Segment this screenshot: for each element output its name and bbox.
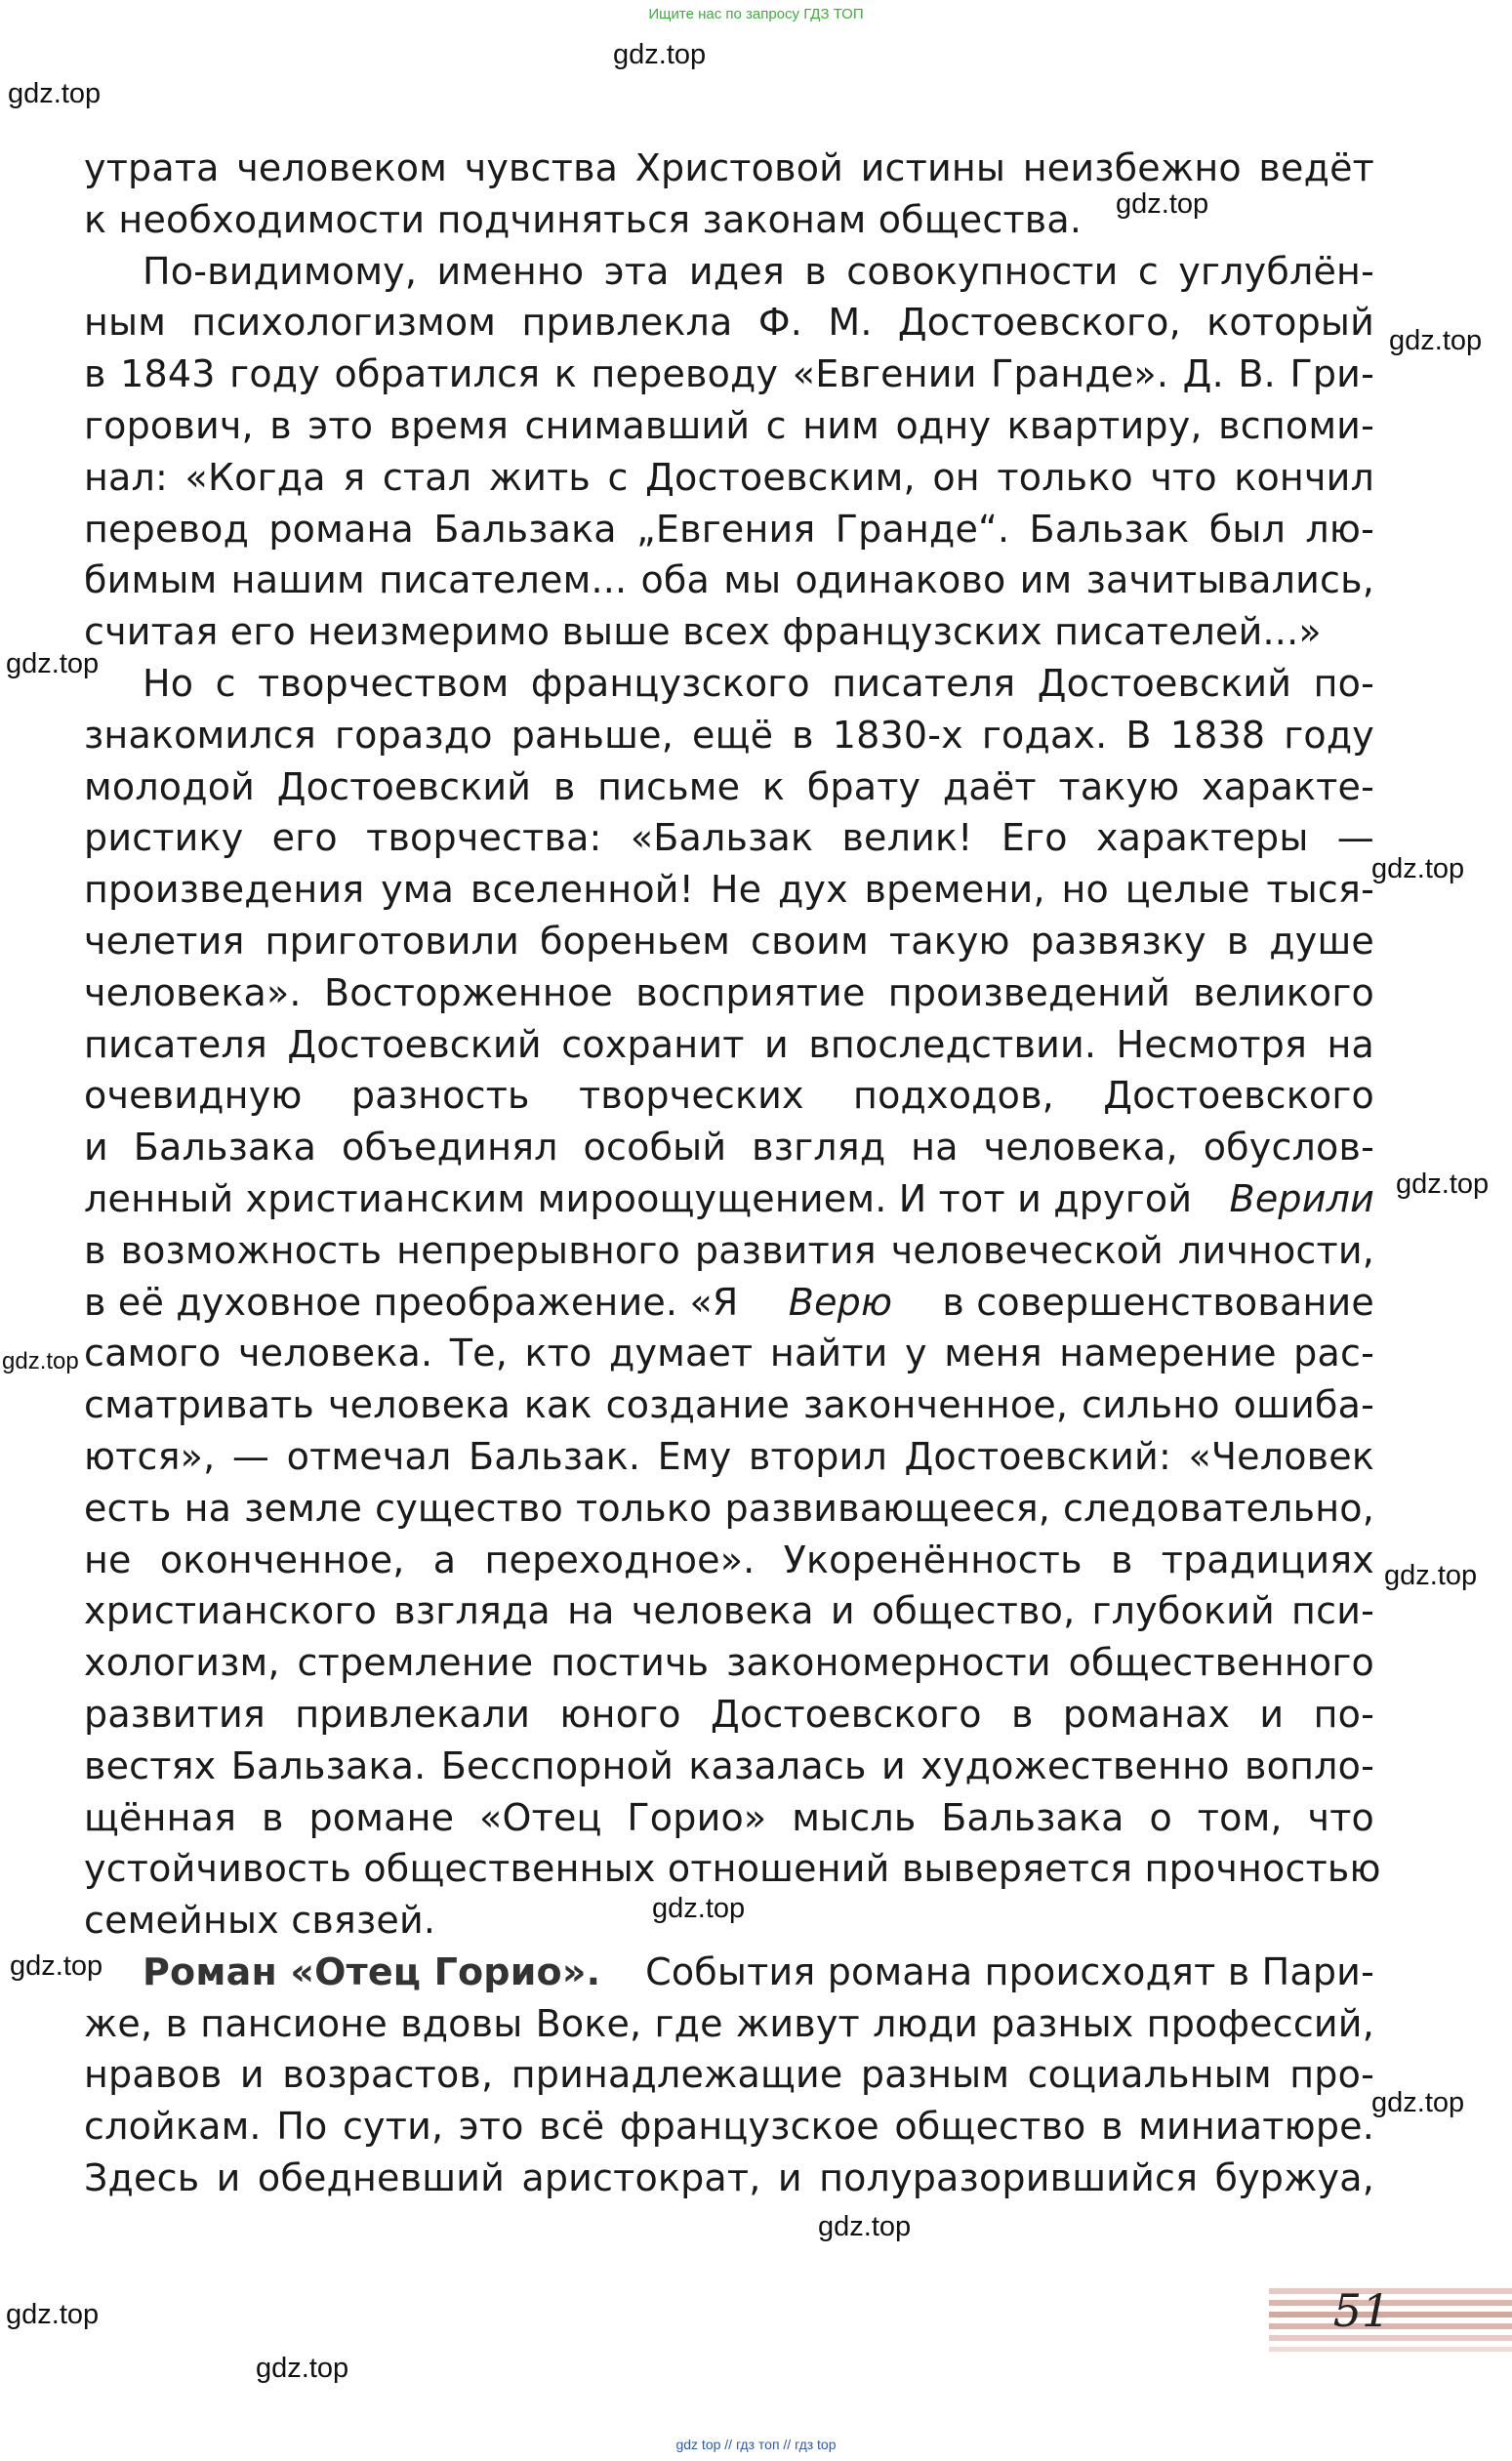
watermark: gdz.top	[1371, 2087, 1465, 2118]
text-line: утрата человеком чувства Христовой истины неизбежно ведёт	[84, 146, 1374, 189]
watermark: gdz.top	[6, 648, 100, 679]
text-line	[84, 1173, 1374, 1225]
watermark: gdz.top	[8, 78, 102, 109]
text-line: не оконченное, а переходное». Укоренённость в традициях	[84, 1538, 1374, 1581]
text-line: бимым нашим писателем... оба мы одинаково им зачитывались,	[84, 558, 1374, 602]
watermark: gdz.top	[1371, 853, 1465, 884]
text-line: вестях Бальзака. Бесспорной казалась и художественно вопло-	[84, 1743, 1374, 1787]
text-line: и Бальзака объединял особый взгляд на человека, обуслов-	[84, 1126, 1374, 1169]
text-line: самого человека. Те, кто думает найти у меня намерение рас-	[84, 1332, 1374, 1375]
text-line	[84, 1947, 1374, 1998]
text-line: в возможность непрерывного развития человеческой личности,	[84, 1228, 1374, 1272]
text-line: нравов и возрастов, принадлежащие разным социальным про-	[84, 2053, 1374, 2097]
italic-word: Верили	[1229, 1176, 1374, 1220]
watermark: gdz.top	[1116, 188, 1209, 220]
text-line: слойкам. По сути, это всё французское общество в миниатюре.	[84, 2105, 1374, 2149]
text-line: же, в пансионе вдовы Воке, где живут люди разных профессий,	[84, 2001, 1374, 2045]
text-line: к необходимости подчиняться законам общества.	[84, 197, 1083, 241]
text-line: хологизм, стремление постичь закономерности общественного	[84, 1641, 1374, 1685]
watermark: gdz.top	[2, 1348, 79, 1374]
watermark: gdz.top	[818, 2211, 912, 2242]
watermark: gdz.top	[256, 2353, 349, 2384]
text-line: перевод романа Бальзака „Евгения Гранде“. Бальзак был лю-	[84, 507, 1374, 551]
section-heading: Роман «Отец Горио».	[143, 1949, 601, 1993]
watermark: gdz.top	[652, 1893, 746, 1924]
watermark: gdz.top	[6, 2299, 100, 2330]
text-line: По-видимому, именно эта идея в совокупности с углублён-	[143, 249, 1374, 293]
text-line: считая его неизмеримо выше всех французских писателей...»	[84, 610, 1322, 654]
text-line: человека». Восторженное восприятие произведений великого	[84, 970, 1374, 1014]
text-line: писателя Достоевский сохранит и впоследствии. Несмотря на	[84, 1022, 1374, 1066]
watermark: gdz.top	[613, 39, 707, 70]
text-line: ристику его творчества: «Бальзак велик! Его характеры —	[84, 816, 1374, 860]
text-line: христианского взгляда на человека и общество, глубокий пси-	[84, 1589, 1374, 1633]
watermark: gdz.top	[1396, 1169, 1490, 1200]
text-line: в 1843 году обратился к переводу «Евгении Гранде». Д. В. Гри-	[84, 352, 1374, 396]
text-fragment: в её духовное преображение. «Я	[84, 1280, 739, 1324]
watermark: gdz.top	[1389, 325, 1483, 356]
text-line: устойчивость общественных отношений выверяется прочностью	[84, 1847, 1381, 1891]
watermark: gdz.top	[10, 1950, 103, 1982]
text-line: ным психологизмом привлекла Ф. М. Достоевского, который	[84, 301, 1374, 345]
text-line: сматривать человека как создание законченное, сильно ошиба-	[84, 1383, 1374, 1427]
page-number: 51	[1332, 2284, 1391, 2337]
text-line: щённая в романе «Отец Горио» мысль Бальзака о том, что	[84, 1795, 1374, 1839]
text-line: нал: «Когда я стал жить с Достоевским, он только что кончил	[84, 455, 1374, 499]
text-line: горович, в это время снимавший с ним одну квартиру, вспоми-	[84, 403, 1374, 447]
text-fragment: ленный христианским мироощущением. И тот и другой	[84, 1176, 1193, 1220]
text-line: молодой Достоевский в письме к брату даёт такую характе-	[84, 764, 1374, 808]
text-line: ются», — отмечал Бальзак. Ему вторил Достоевский: «Человек	[84, 1434, 1374, 1478]
watermark: gdz.top	[1384, 1560, 1478, 1591]
text-line: Но с творчеством французского писателя Достоевский по-	[143, 661, 1374, 705]
body-text	[84, 143, 1381, 2204]
text-line: знакомился гораздо раньше, ещё в 1830-х годах. В 1838 году	[84, 713, 1374, 757]
text-line: произведения ума вселенной! Не дух времени, но целые тыся-	[84, 868, 1374, 912]
text-line: есть на земле существо только развивающееся, следовательно,	[84, 1486, 1374, 1530]
bottom-banner: gdz top // гдз топ // гдз top	[675, 2437, 837, 2452]
text-line	[84, 1277, 1374, 1329]
text-line: развития привлекали юного Достоевского в романах и по-	[84, 1692, 1374, 1736]
top-banner: Ищите нас по запросу ГДЗ ТОП	[648, 6, 864, 22]
text-line: челетия приготовили бореньем своим такую развязку в душе	[84, 919, 1374, 963]
text-fragment: в совершенствование	[942, 1280, 1374, 1324]
text-line: семейных связей.	[84, 1899, 436, 1943]
italic-word: Верю	[788, 1280, 893, 1324]
text-line: очевидную разность творческих подходов, Достоевского	[84, 1074, 1374, 1118]
text-line: Здесь и обедневший аристократ, и полуразорившийся буржуа,	[84, 2156, 1374, 2200]
text-fragment: События романа происходят в Пари-	[645, 1949, 1374, 1993]
